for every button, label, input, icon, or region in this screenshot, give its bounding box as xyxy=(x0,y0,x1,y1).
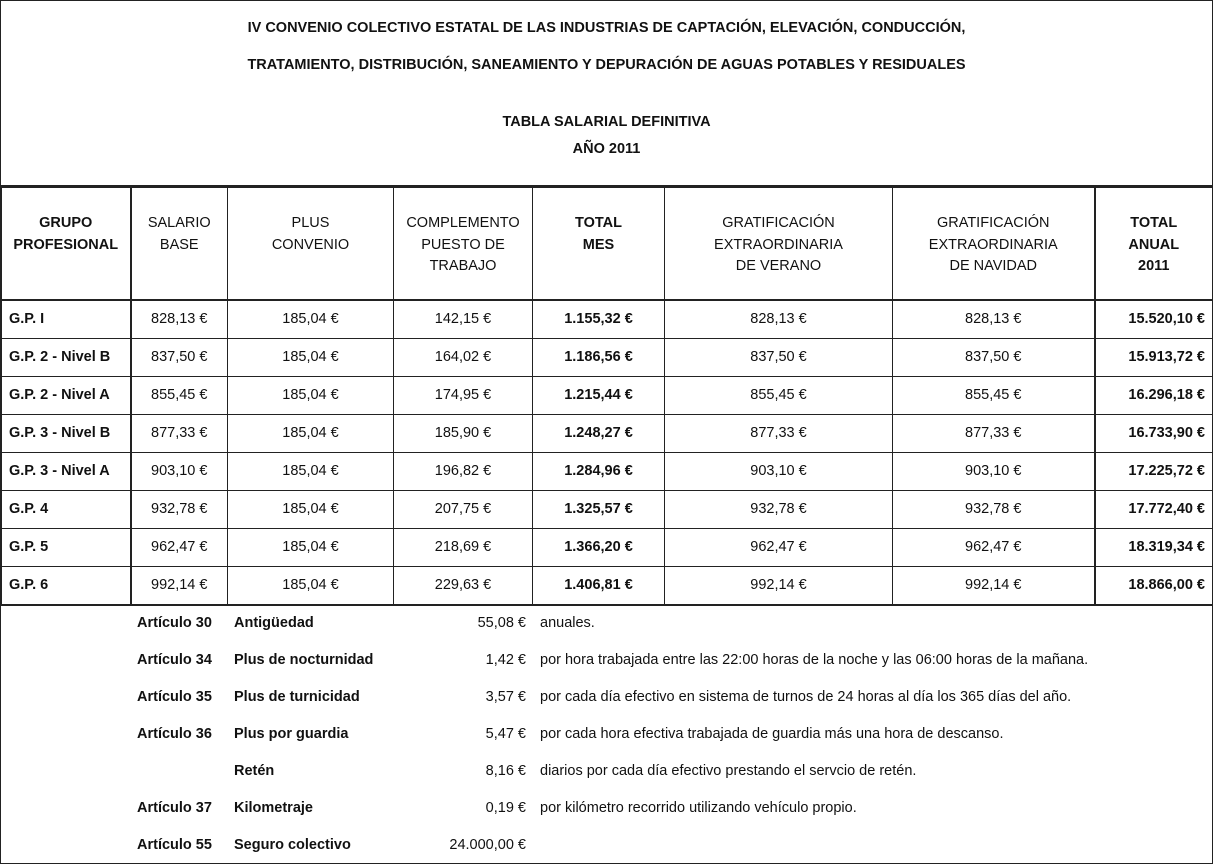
cell-salario-base: 932,78 € xyxy=(131,490,228,528)
col-header-total-mes: TOTAL MES xyxy=(533,188,665,300)
cell-complemento: 207,75 € xyxy=(394,490,533,528)
col-header-total-anual: TOTAL ANUAL 2011 xyxy=(1095,188,1213,300)
col-header-salario-base: SALARIO BASE xyxy=(131,188,228,300)
cell-complemento: 229,63 € xyxy=(394,566,533,605)
table-row xyxy=(2,566,1213,605)
note-row xyxy=(1,726,1212,746)
col-header-gratificacion-navidad: GRATIFICACIÓN EXTRAORDINARIA DE NAVIDAD xyxy=(893,188,1095,300)
cell-plus-convenio: 185,04 € xyxy=(228,338,394,376)
cell-complemento: 142,15 € xyxy=(394,300,533,339)
cell-grat-verano: 992,14 € xyxy=(665,566,893,605)
note-article: Artículo 55 xyxy=(137,837,212,853)
cell-plus-convenio: 185,04 € xyxy=(228,300,394,339)
note-article: Artículo 34 xyxy=(137,652,212,668)
cell-grat-navidad: 903,10 € xyxy=(893,452,1095,490)
note-article: Artículo 37 xyxy=(137,800,212,816)
note-description: por hora trabajada entre las 22:00 horas de la noche y las 06:00 horas de la mañana. xyxy=(540,652,1089,668)
note-concept: Kilometraje xyxy=(234,800,313,816)
note-concept: Retén xyxy=(234,763,275,779)
cell-grat-verano: 903,10 € xyxy=(665,452,893,490)
note-concept: Seguro colectivo xyxy=(234,837,351,853)
col-header-gratificacion-verano: GRATIFICACIÓN EXTRAORDINARIA DE VERANO xyxy=(665,188,893,300)
cell-salario-base: 903,10 € xyxy=(131,452,228,490)
cell-complemento: 164,02 € xyxy=(394,338,533,376)
table-title: TABLA SALARIAL DEFINITIVA xyxy=(502,114,711,130)
cell-grat-navidad: 877,33 € xyxy=(893,414,1095,452)
cell-grat-verano: 855,45 € xyxy=(665,376,893,414)
cell-plus-convenio: 185,04 € xyxy=(228,528,394,566)
note-description: diarios por cada día efectivo prestando el servcio de retén. xyxy=(540,763,917,779)
cell-grupo: G.P. 3 - Nivel A xyxy=(2,452,131,490)
note-row xyxy=(1,837,1212,857)
table-row xyxy=(2,376,1213,414)
cell-grat-verano: 932,78 € xyxy=(665,490,893,528)
note-amount: 1,42 € xyxy=(485,652,526,668)
note-amount: 0,19 € xyxy=(485,800,526,816)
cell-grat-navidad: 837,50 € xyxy=(893,338,1095,376)
cell-grupo: G.P. 5 xyxy=(2,528,131,566)
cell-total-mes: 1.248,27 € xyxy=(533,414,665,452)
col-header-plus-convenio: PLUS CONVENIO xyxy=(228,188,394,300)
table-row xyxy=(2,338,1213,376)
cell-plus-convenio: 185,04 € xyxy=(228,490,394,528)
table-row xyxy=(2,452,1213,490)
cell-salario-base: 837,50 € xyxy=(131,338,228,376)
cell-plus-convenio: 185,04 € xyxy=(228,452,394,490)
col-header-grupo-profesional: GRUPO PROFESIONAL xyxy=(2,188,131,300)
note-amount: 3,57 € xyxy=(485,689,526,705)
cell-total-mes: 1.186,56 € xyxy=(533,338,665,376)
title-line-1: IV CONVENIO COLECTIVO ESTATAL DE LAS INDUSTRIAS DE CAPTACIÓN, ELEVACIÓN, CONDUCCIÓN, xyxy=(247,20,966,36)
cell-total-anual: 18.319,34 € xyxy=(1095,528,1213,566)
table-header-row xyxy=(2,188,1213,300)
note-concept: Plus de turnicidad xyxy=(234,689,360,705)
year-title: AÑO 2011 xyxy=(572,141,641,157)
note-row xyxy=(1,652,1212,672)
cell-total-anual: 16.733,90 € xyxy=(1095,414,1213,452)
cell-plus-convenio: 185,04 € xyxy=(228,414,394,452)
cell-total-anual: 17.772,40 € xyxy=(1095,490,1213,528)
cell-grupo: G.P. 2 - Nivel B xyxy=(2,338,131,376)
cell-salario-base: 828,13 € xyxy=(131,300,228,339)
note-description: por cada día efectivo en sistema de turnos de 24 horas al día los 365 días del año. xyxy=(540,689,1072,705)
cell-plus-convenio: 185,04 € xyxy=(228,566,394,605)
cell-total-anual: 15.520,10 € xyxy=(1095,300,1213,339)
title-line-2: TRATAMIENTO, DISTRIBUCIÓN, SANEAMIENTO Y DEPURACIÓN DE AGUAS POTABLES Y RESIDUALES xyxy=(247,57,966,73)
cell-salario-base: 877,33 € xyxy=(131,414,228,452)
note-row xyxy=(1,763,1212,783)
table-row xyxy=(2,490,1213,528)
cell-total-mes: 1.284,96 € xyxy=(533,452,665,490)
cell-plus-convenio: 185,04 € xyxy=(228,376,394,414)
note-amount: 8,16 € xyxy=(485,763,526,779)
cell-total-mes: 1.155,32 € xyxy=(533,300,665,339)
cell-salario-base: 962,47 € xyxy=(131,528,228,566)
note-row xyxy=(1,800,1212,820)
cell-total-mes: 1.406,81 € xyxy=(533,566,665,605)
cell-salario-base: 992,14 € xyxy=(131,566,228,605)
table-row xyxy=(2,300,1213,339)
note-concept: Antigüedad xyxy=(234,615,314,631)
cell-grat-navidad: 828,13 € xyxy=(893,300,1095,339)
table-row xyxy=(2,528,1213,566)
note-description: por cada hora efectiva trabajada de guardia más una hora de descanso. xyxy=(540,726,1004,742)
cell-grat-navidad: 855,45 € xyxy=(893,376,1095,414)
note-article: Artículo 36 xyxy=(137,726,212,742)
note-concept: Plus de nocturnidad xyxy=(234,652,374,668)
cell-grat-navidad: 962,47 € xyxy=(893,528,1095,566)
document-header xyxy=(1,1,1212,187)
col-header-complemento-puesto: COMPLEMENTO PUESTO DE TRABAJO xyxy=(394,188,533,300)
note-amount: 24.000,00 € xyxy=(449,837,526,853)
note-amount: 55,08 € xyxy=(477,615,526,631)
cell-total-anual: 18.866,00 € xyxy=(1095,566,1213,605)
cell-grupo: G.P. 3 - Nivel B xyxy=(2,414,131,452)
note-row xyxy=(1,615,1212,635)
cell-grat-navidad: 992,14 € xyxy=(893,566,1095,605)
cell-grat-verano: 962,47 € xyxy=(665,528,893,566)
salary-table xyxy=(1,187,1213,606)
cell-grupo: G.P. 6 xyxy=(2,566,131,605)
cell-total-anual: 15.913,72 € xyxy=(1095,338,1213,376)
cell-grat-verano: 877,33 € xyxy=(665,414,893,452)
cell-total-mes: 1.215,44 € xyxy=(533,376,665,414)
cell-complemento: 196,82 € xyxy=(394,452,533,490)
cell-grupo: G.P. 4 xyxy=(2,490,131,528)
cell-total-anual: 16.296,18 € xyxy=(1095,376,1213,414)
cell-grat-verano: 837,50 € xyxy=(665,338,893,376)
note-description: anuales. xyxy=(540,615,595,631)
cell-complemento: 218,69 € xyxy=(394,528,533,566)
note-article: Artículo 35 xyxy=(137,689,212,705)
note-amount: 5,47 € xyxy=(485,726,526,742)
note-row xyxy=(1,689,1212,709)
cell-total-mes: 1.366,20 € xyxy=(533,528,665,566)
cell-total-anual: 17.225,72 € xyxy=(1095,452,1213,490)
cell-salario-base: 855,45 € xyxy=(131,376,228,414)
note-concept: Plus por guardia xyxy=(234,726,349,742)
cell-grupo: G.P. 2 - Nivel A xyxy=(2,376,131,414)
note-description: por kilómetro recorrido utilizando vehículo propio. xyxy=(540,800,857,816)
note-article: Artículo 30 xyxy=(137,615,212,631)
cell-complemento: 185,90 € xyxy=(394,414,533,452)
cell-grat-navidad: 932,78 € xyxy=(893,490,1095,528)
cell-grat-verano: 828,13 € xyxy=(665,300,893,339)
cell-grupo: G.P. I xyxy=(2,300,131,339)
table-row xyxy=(2,414,1213,452)
cell-total-mes: 1.325,57 € xyxy=(533,490,665,528)
cell-complemento: 174,95 € xyxy=(394,376,533,414)
